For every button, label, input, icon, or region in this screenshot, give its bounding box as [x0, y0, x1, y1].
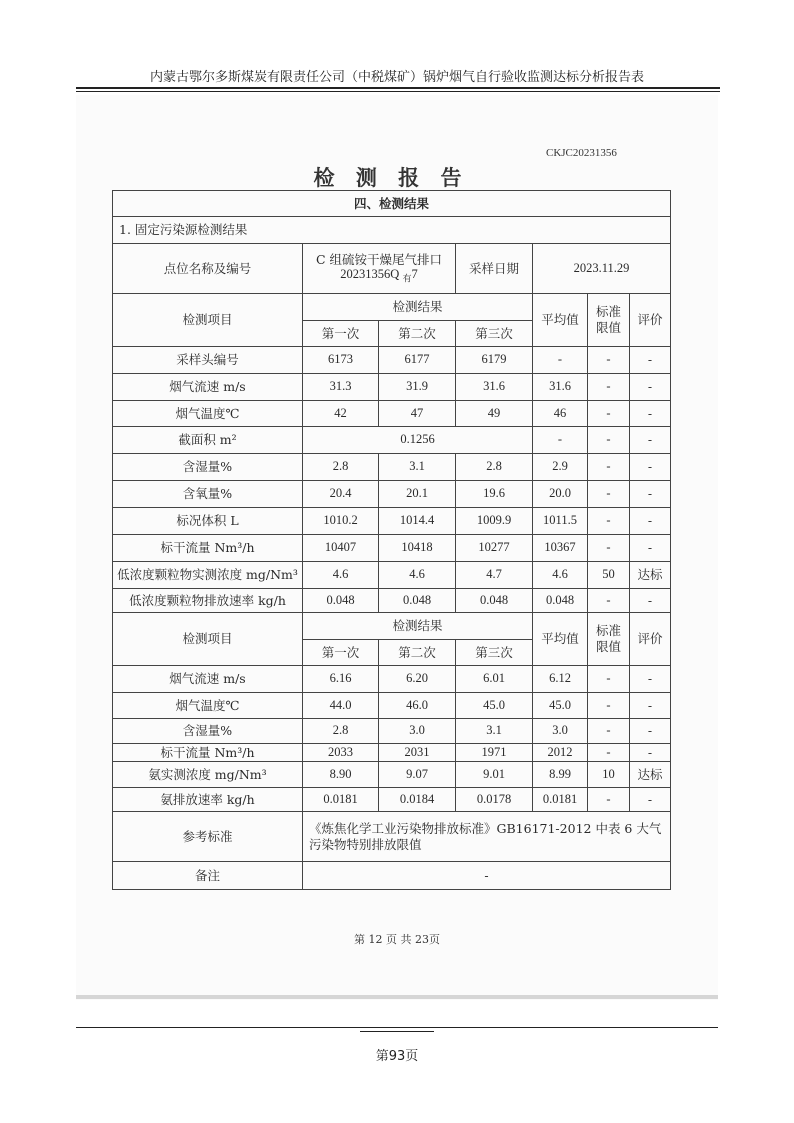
- cell-std: -: [588, 347, 630, 374]
- cell-v1: 0.0181: [303, 788, 379, 812]
- cell-v2: 0.0184: [379, 788, 456, 812]
- table-row: [113, 744, 671, 762]
- cell-avg: 10367: [533, 535, 588, 562]
- point-code-sub: 有: [402, 273, 412, 284]
- cell-avg: 1011.5: [533, 508, 588, 535]
- cell-item: 氨实测浓度 mg/Nm³: [113, 762, 303, 788]
- cell-v1: 4.6: [303, 562, 379, 589]
- cell-item: 烟气流速 m/s: [113, 374, 303, 401]
- cell-avg: 20.0: [533, 481, 588, 508]
- header-rule-thin: [76, 91, 720, 92]
- cell-v3: 6.01: [456, 666, 533, 693]
- cell-eval: -: [630, 693, 671, 719]
- cell-std: -: [588, 535, 630, 562]
- table-row: [113, 508, 671, 535]
- cell-merged: 0.1256: [303, 427, 533, 454]
- cell-std: -: [588, 744, 630, 762]
- cell-std: -: [588, 589, 630, 613]
- cell-item: 标干流量 Nm³/h: [113, 744, 303, 762]
- table-row: [113, 347, 671, 374]
- cell-v3: 2.8: [456, 454, 533, 481]
- cell-v2: 0.048: [379, 589, 456, 613]
- point-code: [305, 267, 453, 285]
- cell-avg: 0.048: [533, 589, 588, 613]
- col-result-header: 检测结果: [303, 294, 533, 321]
- cell-eval: 达标: [630, 762, 671, 788]
- cell-eval: -: [630, 589, 671, 613]
- cell-v2: 6177: [379, 347, 456, 374]
- cell-v1: 2.8: [303, 454, 379, 481]
- table-row: [113, 562, 671, 589]
- col-std-header: 标准限值: [588, 294, 630, 347]
- cell-v1: 0.048: [303, 589, 379, 613]
- cell-std: -: [588, 454, 630, 481]
- table-row: [113, 589, 671, 613]
- cell-v2: 9.07: [379, 762, 456, 788]
- table-row: [113, 535, 671, 562]
- cell-v3: 0.0178: [456, 788, 533, 812]
- cell-std: -: [588, 719, 630, 744]
- cell-item: 含湿量%: [113, 719, 303, 744]
- cell-item: 采样头编号: [113, 347, 303, 374]
- cell-v2: 31.9: [379, 374, 456, 401]
- table-row: [113, 427, 671, 454]
- report-page-count: 第 12 页 共 23页: [354, 933, 440, 946]
- cell-eval: -: [630, 374, 671, 401]
- cell-v3: 10277: [456, 535, 533, 562]
- reference-standard: 《炼焦化学工业污染物排放标准》GB16171-2012 中表 6 大气污染物特别排放限值: [303, 812, 671, 862]
- cell-item: 含氧量%: [113, 481, 303, 508]
- page-number: 第93页: [375, 1049, 419, 1064]
- col-avg-header: 平均值: [533, 294, 588, 347]
- cell-v3: 49: [456, 401, 533, 427]
- cell-v1: 6173: [303, 347, 379, 374]
- cell-eval: -: [630, 535, 671, 562]
- date-label: 采样日期: [456, 244, 533, 294]
- cell-std: -: [588, 427, 630, 454]
- table-row: [113, 788, 671, 812]
- cell-eval: -: [630, 744, 671, 762]
- cell-v2: 3.1: [379, 454, 456, 481]
- col-second-header: 第二次: [379, 321, 456, 347]
- cell-avg: 4.6: [533, 562, 588, 589]
- cell-v1: 1010.2: [303, 508, 379, 535]
- col-result-header-2: 检测结果: [303, 613, 533, 640]
- col-eval-header-2: 评价: [630, 613, 671, 666]
- cell-std: 50: [588, 562, 630, 589]
- cell-avg: 6.12: [533, 666, 588, 693]
- col-second-header-2: 第二次: [379, 640, 456, 666]
- cell-v1: 8.90: [303, 762, 379, 788]
- cell-eval: -: [630, 347, 671, 374]
- cell-item: 氨排放速率 kg/h: [113, 788, 303, 812]
- cell-std: -: [588, 693, 630, 719]
- col-third-header-2: 第三次: [456, 640, 533, 666]
- section-title: 四、检测结果: [113, 191, 671, 217]
- cell-v2: 10418: [379, 535, 456, 562]
- cell-std: -: [588, 481, 630, 508]
- cell-v3: 9.01: [456, 762, 533, 788]
- footer-rule-short: [360, 1031, 434, 1032]
- cell-v3: 1009.9: [456, 508, 533, 535]
- cell-avg: 3.0: [533, 719, 588, 744]
- note-value: -: [303, 862, 671, 890]
- cell-eval: -: [630, 666, 671, 693]
- cell-v2: 6.20: [379, 666, 456, 693]
- cell-v3: 0.048: [456, 589, 533, 613]
- col-item-header: 检测项目: [113, 294, 303, 347]
- reference-label: 参考标准: [113, 812, 303, 862]
- point-name: C 组硫铵干燥尾气排口: [315, 251, 443, 267]
- cell-v3: 31.6: [456, 374, 533, 401]
- col-third-header: 第三次: [456, 321, 533, 347]
- cell-v2: 46.0: [379, 693, 456, 719]
- table-row: [113, 666, 671, 693]
- header-rule: [76, 87, 720, 89]
- cell-eval: 达标: [630, 562, 671, 589]
- table-row: [113, 401, 671, 427]
- cell-eval: -: [630, 719, 671, 744]
- cell-v2: 2031: [379, 744, 456, 762]
- col-item-header-2: 检测项目: [113, 613, 303, 666]
- cell-item: 含湿量%: [113, 454, 303, 481]
- cell-v2: 4.6: [379, 562, 456, 589]
- cell-eval: -: [630, 481, 671, 508]
- cell-v3: 3.1: [456, 719, 533, 744]
- col-eval-header: 评价: [630, 294, 671, 347]
- cell-v3: 19.6: [456, 481, 533, 508]
- table-row: [113, 481, 671, 508]
- cell-eval: -: [630, 454, 671, 481]
- page-header-title: 内蒙古鄂尔多斯煤炭有限责任公司（中税煤矿）锅炉烟气自行验收监测达标分析报告表: [149, 70, 644, 85]
- cell-v1: 2033: [303, 744, 379, 762]
- cell-item: 烟气温度℃: [113, 401, 303, 427]
- report-code: CKJC20231356: [546, 147, 617, 159]
- cell-std: -: [588, 401, 630, 427]
- footer-rule: [76, 1027, 718, 1028]
- table-row: [113, 374, 671, 401]
- cell-v2: 1014.4: [379, 508, 456, 535]
- cell-v1: 42: [303, 401, 379, 427]
- cell-avg: 0.0181: [533, 788, 588, 812]
- cell-v3: 45.0: [456, 693, 533, 719]
- subsection-title: 1. 固定污染源检测结果: [113, 217, 671, 244]
- cell-item: 低浓度颗粒物实测浓度 mg/Nm³: [113, 562, 303, 589]
- cell-std: -: [588, 666, 630, 693]
- report-title: 检 测 报 告: [313, 165, 469, 190]
- cell-eval: -: [630, 788, 671, 812]
- table-row: [113, 719, 671, 744]
- cell-v1: 6.16: [303, 666, 379, 693]
- cell-avg: 31.6: [533, 374, 588, 401]
- col-std-header-2: 标准限值: [588, 613, 630, 666]
- cell-item: 烟气温度℃: [113, 693, 303, 719]
- cell-v2: 20.1: [379, 481, 456, 508]
- col-avg-header-2: 平均值: [533, 613, 588, 666]
- cell-eval: -: [630, 427, 671, 454]
- cell-std: -: [588, 788, 630, 812]
- sampling-date: 2023.11.29: [533, 244, 671, 294]
- cell-v3: 1971: [456, 744, 533, 762]
- scan-bottom-edge: [76, 995, 718, 999]
- table-row: [113, 693, 671, 719]
- point-label: 点位名称及编号: [113, 244, 303, 294]
- cell-avg: -: [533, 347, 588, 374]
- cell-v2: 3.0: [379, 719, 456, 744]
- cell-std: 10: [588, 762, 630, 788]
- cell-avg: 45.0: [533, 693, 588, 719]
- cell-std: -: [588, 508, 630, 535]
- point-name-cell: [303, 244, 456, 294]
- cell-avg: 46: [533, 401, 588, 427]
- cell-v1: 10407: [303, 535, 379, 562]
- cell-v1: 31.3: [303, 374, 379, 401]
- cell-item: 烟气流速 m/s: [113, 666, 303, 693]
- results-table: [112, 190, 671, 890]
- cell-eval: -: [630, 508, 671, 535]
- note-label: 备注: [113, 862, 303, 890]
- table-row: [113, 762, 671, 788]
- cell-eval: -: [630, 401, 671, 427]
- cell-std: -: [588, 374, 630, 401]
- cell-avg: 2.9: [533, 454, 588, 481]
- col-first-header: 第一次: [303, 321, 379, 347]
- cell-item: 标干流量 Nm³/h: [113, 535, 303, 562]
- point-code-suffix: 7: [411, 267, 418, 282]
- cell-v1: 20.4: [303, 481, 379, 508]
- cell-v2: 47: [379, 401, 456, 427]
- cell-v3: 4.7: [456, 562, 533, 589]
- point-code-main: 20231356Q: [340, 267, 400, 282]
- cell-item: 标况体积 L: [113, 508, 303, 535]
- cell-item: 截面积 m²: [113, 427, 303, 454]
- col-first-header-2: 第一次: [303, 640, 379, 666]
- cell-v1: 2.8: [303, 719, 379, 744]
- cell-avg: 2012: [533, 744, 588, 762]
- cell-avg: -: [533, 427, 588, 454]
- cell-avg: 8.99: [533, 762, 588, 788]
- cell-item: 低浓度颗粒物排放速率 kg/h: [113, 589, 303, 613]
- table-row: [113, 454, 671, 481]
- cell-v3: 6179: [456, 347, 533, 374]
- cell-v1: 44.0: [303, 693, 379, 719]
